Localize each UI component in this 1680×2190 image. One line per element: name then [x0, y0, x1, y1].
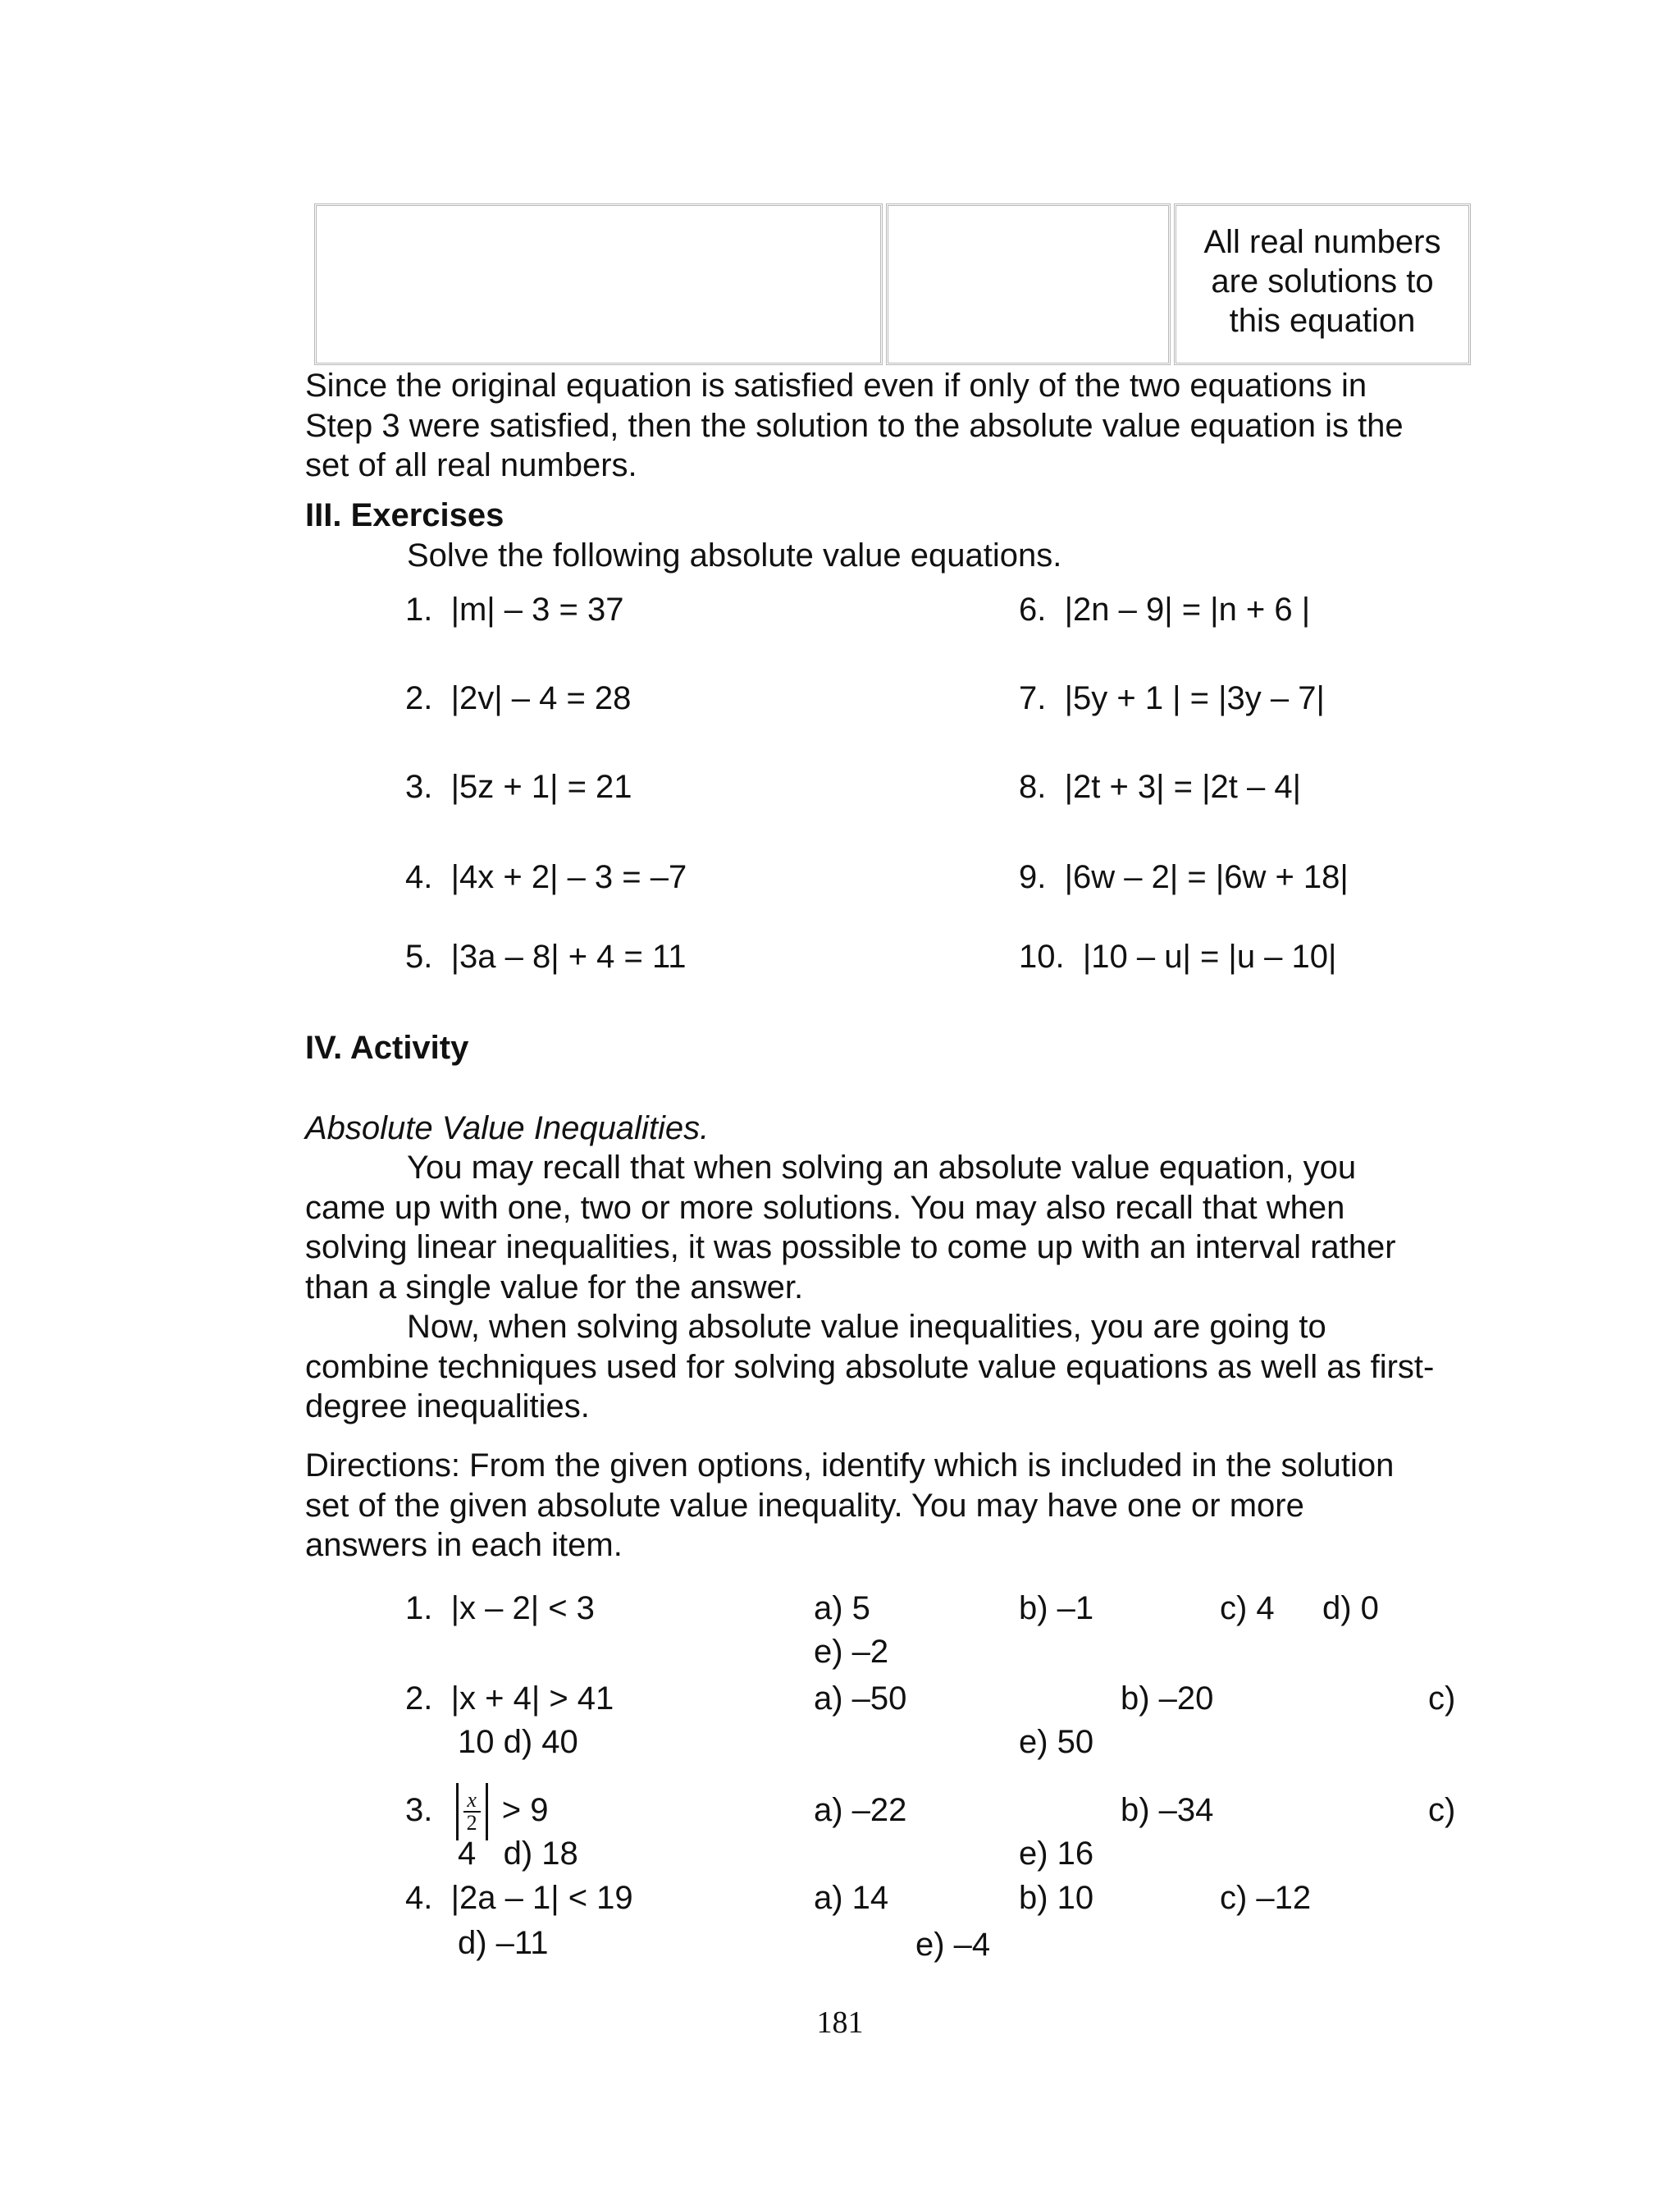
fraction-x-over-2: $\frac{x}{2}$ — [463, 1790, 481, 1834]
exercise-item-7: 7. |5y + 1 | = |3y – 7| — [1019, 680, 1325, 716]
exercise-item-10: 10. |10 – u| = |u – 10| — [1019, 939, 1337, 975]
option-4d: d) –11 — [458, 1925, 549, 1961]
exercise-item-1: 1. |m| – 3 = 37 — [405, 592, 624, 628]
option-1e: e) –2 — [814, 1634, 889, 1670]
table-cell-1 — [314, 203, 883, 365]
inequality-item-1: 1. |x – 2| < 3 — [405, 1590, 595, 1626]
exercise-item-2: 2. |2v| – 4 = 28 — [405, 680, 632, 716]
option-1a: a) 5 — [814, 1590, 870, 1626]
option-1c: c) 4 — [1220, 1590, 1275, 1626]
option-4a: a) 14 — [814, 1880, 889, 1916]
exercise-item-9: 9. |6w – 2| = |6w + 18| — [1019, 859, 1349, 895]
option-3c-cont: 4 d) 18 — [458, 1836, 578, 1872]
exercise-item-5: 5. |3a – 8| + 4 = 11 — [405, 939, 687, 975]
exercise-item-3: 3. |5z + 1| = 21 — [405, 769, 632, 805]
abs-bar-left — [456, 1783, 459, 1840]
table-cell-2 — [886, 203, 1171, 365]
exercise-item-4: 4. |4x + 2| – 3 = –7 — [405, 859, 687, 895]
exercises-heading: III. Exercises — [305, 497, 504, 533]
activity-heading: IV. Activity — [305, 1030, 469, 1066]
option-1d: d) 0 — [1322, 1590, 1379, 1626]
solution-table — [314, 203, 1471, 365]
option-2c: c) — [1428, 1680, 1456, 1717]
option-3c: c) — [1428, 1792, 1456, 1828]
directions-paragraph: Directions: From the given options, identify which is included in the solution set of the given absolute value inequality. You may have one or more answers in each item. — [305, 1447, 1395, 1563]
option-2a: a) –50 — [814, 1680, 907, 1717]
activity-subtitle: Absolute Value Inequalities. — [305, 1110, 710, 1146]
option-2b: b) –20 — [1121, 1680, 1214, 1717]
option-3e: e) 16 — [1019, 1836, 1094, 1872]
exercise-item-8: 8. |2t + 3| = |2t – 4| — [1019, 769, 1302, 805]
activity-paragraph-2: Now, when solving absolute value inequalities, you are going to combine techniques used for solving absolute value equations as well as first- degree inequalities. — [305, 1309, 1435, 1424]
option-1b: b) –1 — [1019, 1590, 1094, 1626]
inequality-item-4: 4. |2a – 1| < 19 — [405, 1880, 633, 1916]
activity-paragraph-1: You may recall that when solving an absolute value equation, you came up with one, two or more solutions. You may also recall that when solving linear inequalities, it was possible to come up with an interval rather than a single value for the answer. — [305, 1150, 1396, 1305]
option-4e: e) –4 — [915, 1927, 991, 1963]
option-2c-cont: 10 d) 40 — [458, 1724, 578, 1760]
inequality-item-3: 3. $\frac{x}{2}$ > 9 — [405, 1777, 548, 1843]
option-3b: b) –34 — [1121, 1792, 1214, 1828]
option-4b: b) 10 — [1019, 1880, 1094, 1916]
conclusion-paragraph: Since the original equation is satisfied even if only of the two equations in Step 3 were satisfied, then the solution to the absolute value equation is the set of all real numbers. — [305, 368, 1404, 483]
abs-bar-right — [486, 1783, 488, 1840]
table-cell-3 — [1174, 203, 1471, 365]
exercise-item-6: 6. |2n – 9| = |n + 6 | — [1019, 592, 1311, 628]
exercises-instruction: Solve the following absolute value equations. — [407, 537, 1062, 574]
option-3a: a) –22 — [814, 1792, 907, 1828]
page-number: 181 — [816, 2005, 864, 2040]
table-cell-3-text: All real numbers are solutions to this equation — [1203, 224, 1441, 339]
inequality-item-2: 2. |x + 4| > 41 — [405, 1680, 614, 1717]
option-4c: c) –12 — [1220, 1880, 1312, 1916]
option-2e: e) 50 — [1019, 1724, 1094, 1760]
